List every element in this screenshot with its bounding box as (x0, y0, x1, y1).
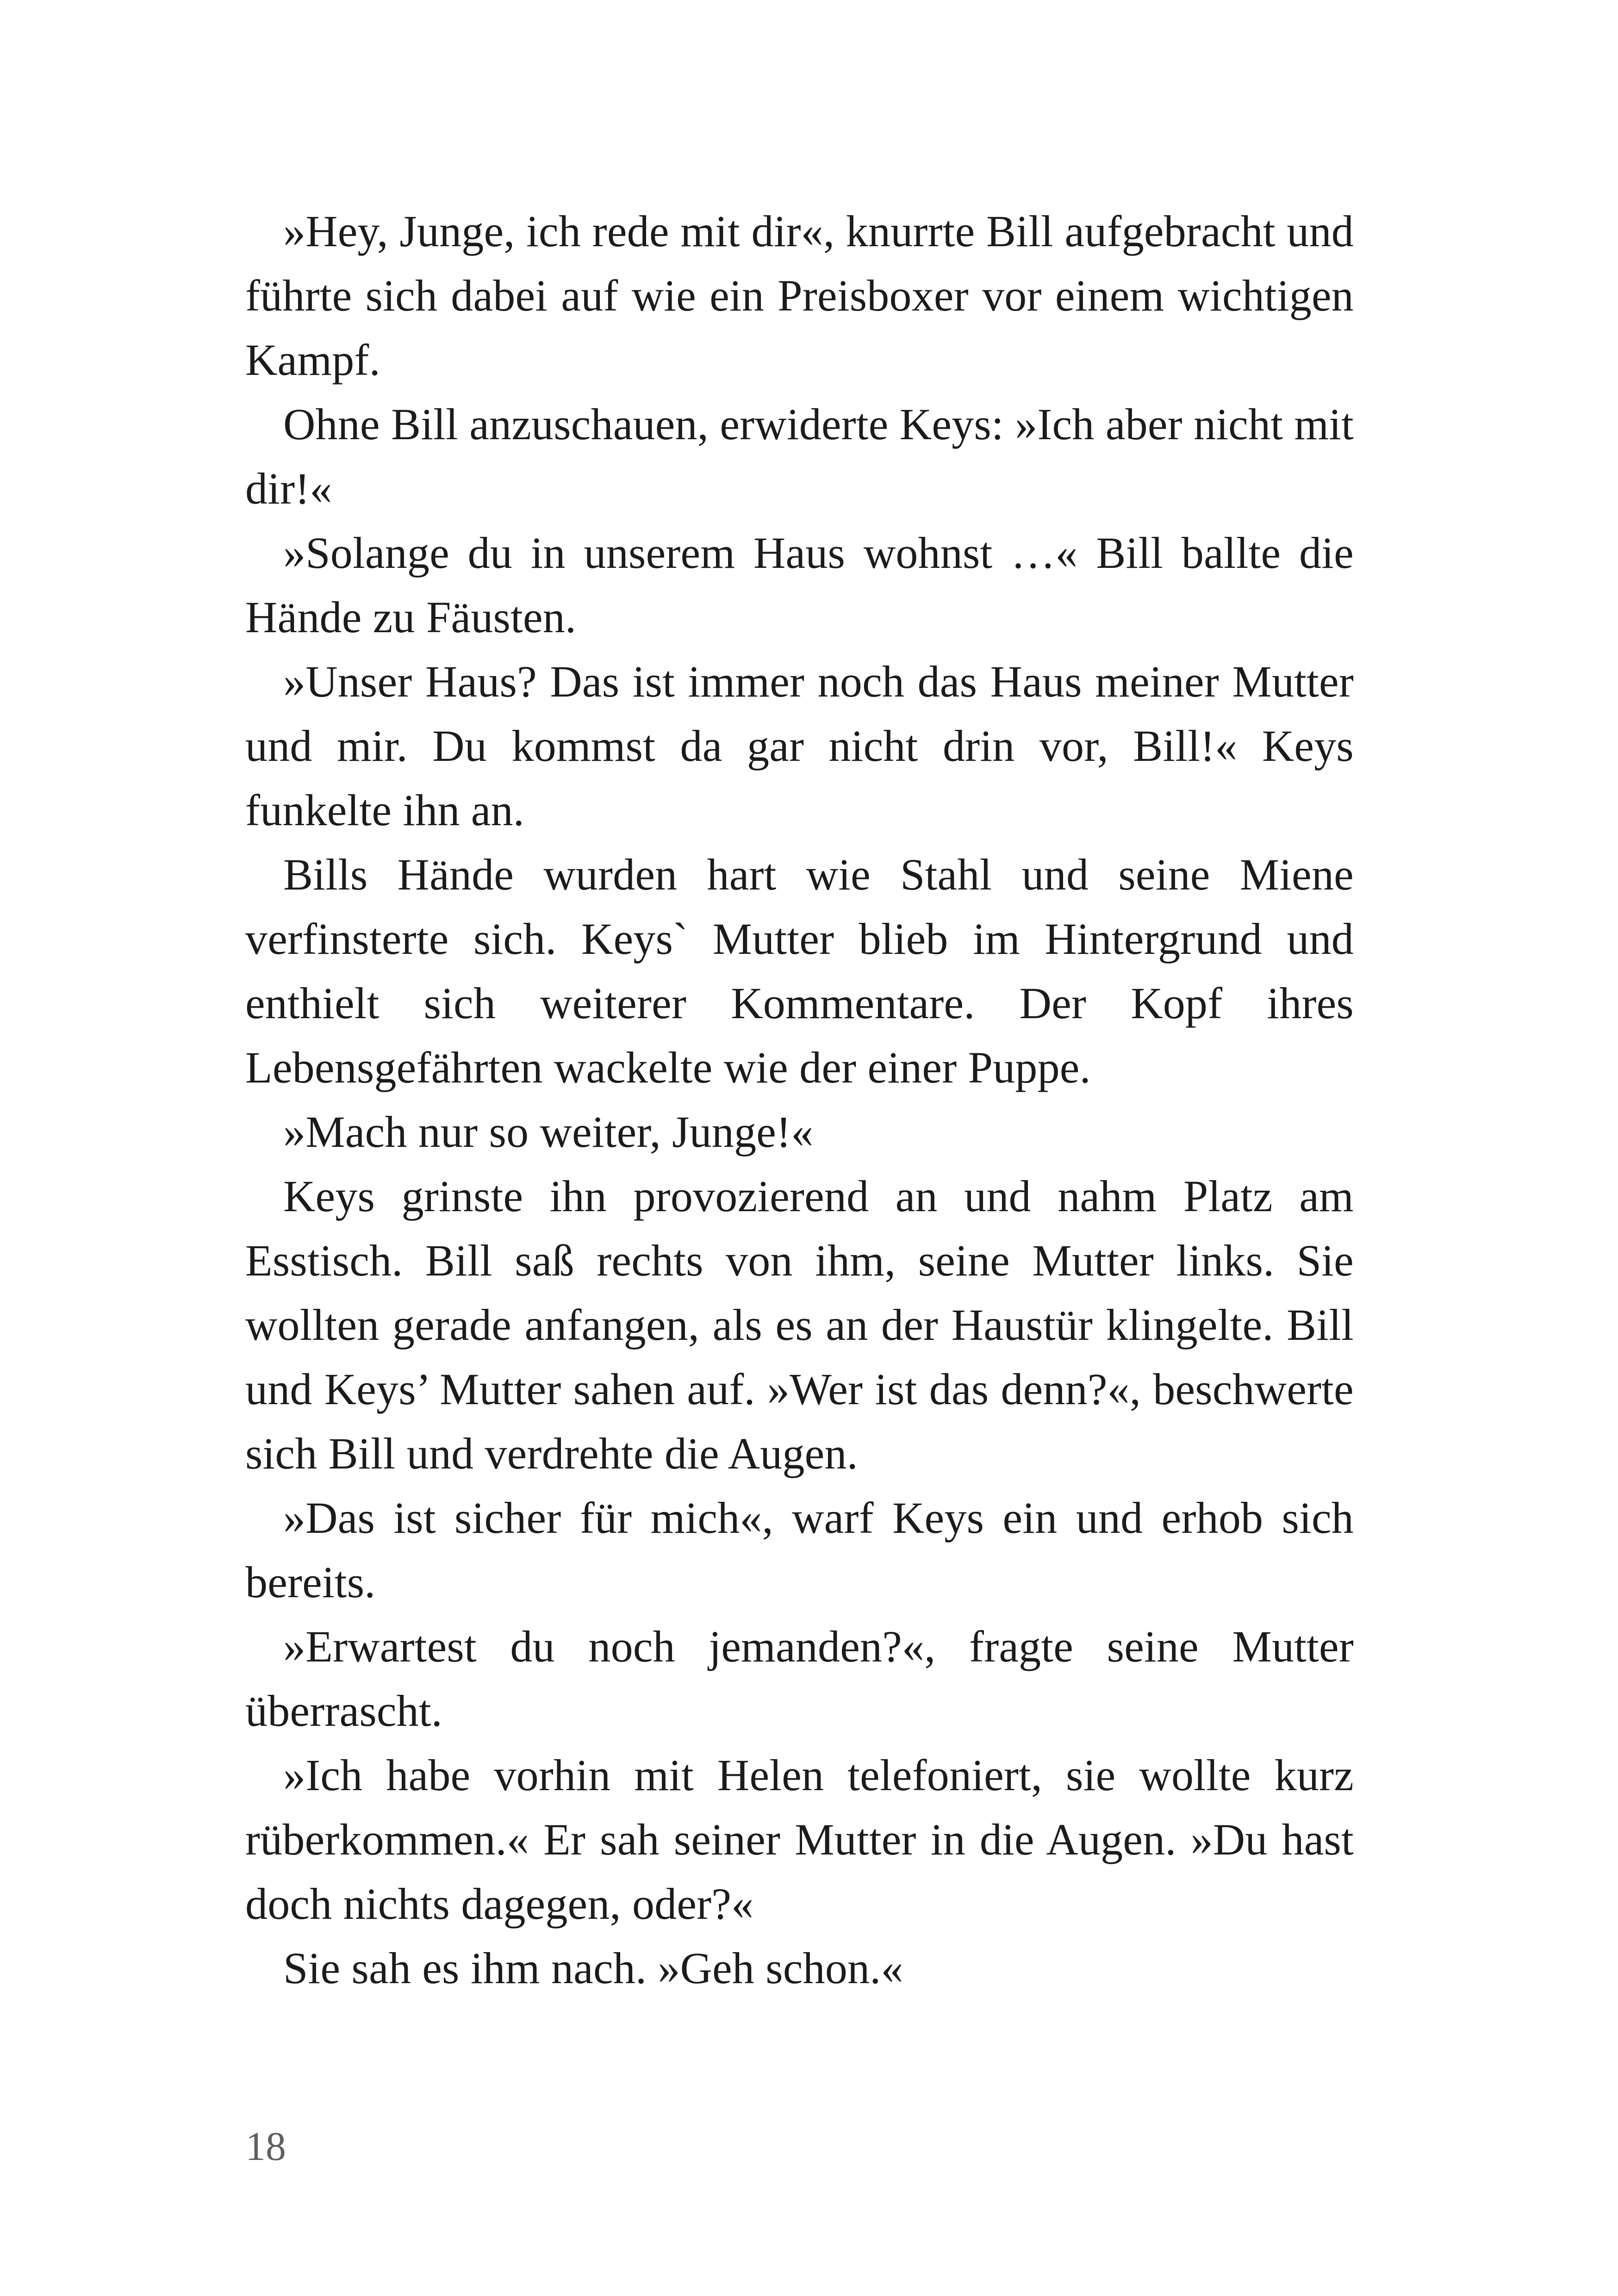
paragraph: »Solange du in unserem Haus wohnst …« Bill ballte die Hände zu Fäusten. (245, 528, 1354, 642)
paragraph: Sie sah es ihm nach. »Geh schon.« (283, 1943, 903, 1993)
paragraph: Keys grinste ihn provozierend an und nahm Platz am Esstisch. Bill saß rechts von ihm, seine Mutter links. Sie wollten gerade anfangen, als es an der Haustür klingelte. Bill und Keys’ Mutter sahen auf. »Wer ist das denn?«, beschwerte sich Bill und verdrehte die Augen. (245, 1171, 1354, 1478)
paragraph: »Das ist sicher für mich«, warf Keys ein und erhob sich bereits. (245, 1493, 1354, 1607)
paragraph: »Mach nur so weiter, Junge!« (283, 1107, 814, 1157)
paragraph: »Hey, Junge, ich rede mit dir«, knurrte Bill aufgebracht und führte sich dabei auf wie ein Preisboxer vor einem wichtigen Kampf. (245, 206, 1354, 385)
paragraph: Ohne Bill anzuschauen, erwiderte Keys: »Ich aber nicht mit dir!« (245, 399, 1354, 513)
paragraph: »Ich habe vorhin mit Helen telefoniert, sie wollte kurz rüberkommen.« Er sah seiner Mutter in die Augen. »Du hast doch nichts dagegen, oder?« (245, 1750, 1354, 1929)
body-text (245, 199, 1354, 2000)
paragraph: »Unser Haus? Das ist immer noch das Haus meiner Mutter und mir. Du kommst da gar nicht drin vor, Bill!« Keys funkelte ihn an. (245, 657, 1354, 835)
paragraph: »Erwartest du noch jemanden?«, fragte seine Mutter überrascht. (245, 1622, 1354, 1736)
paragraph: Bills Hände wurden hart wie Stahl und seine Miene verfinsterte sich. Keys` Mutter blieb im Hintergrund und enthielt sich weiterer Kommentare. Der Kopf ihres Lebensgefährten wackelte wie der einer Puppe. (245, 850, 1354, 1092)
page-number: 18 (245, 2124, 286, 2169)
